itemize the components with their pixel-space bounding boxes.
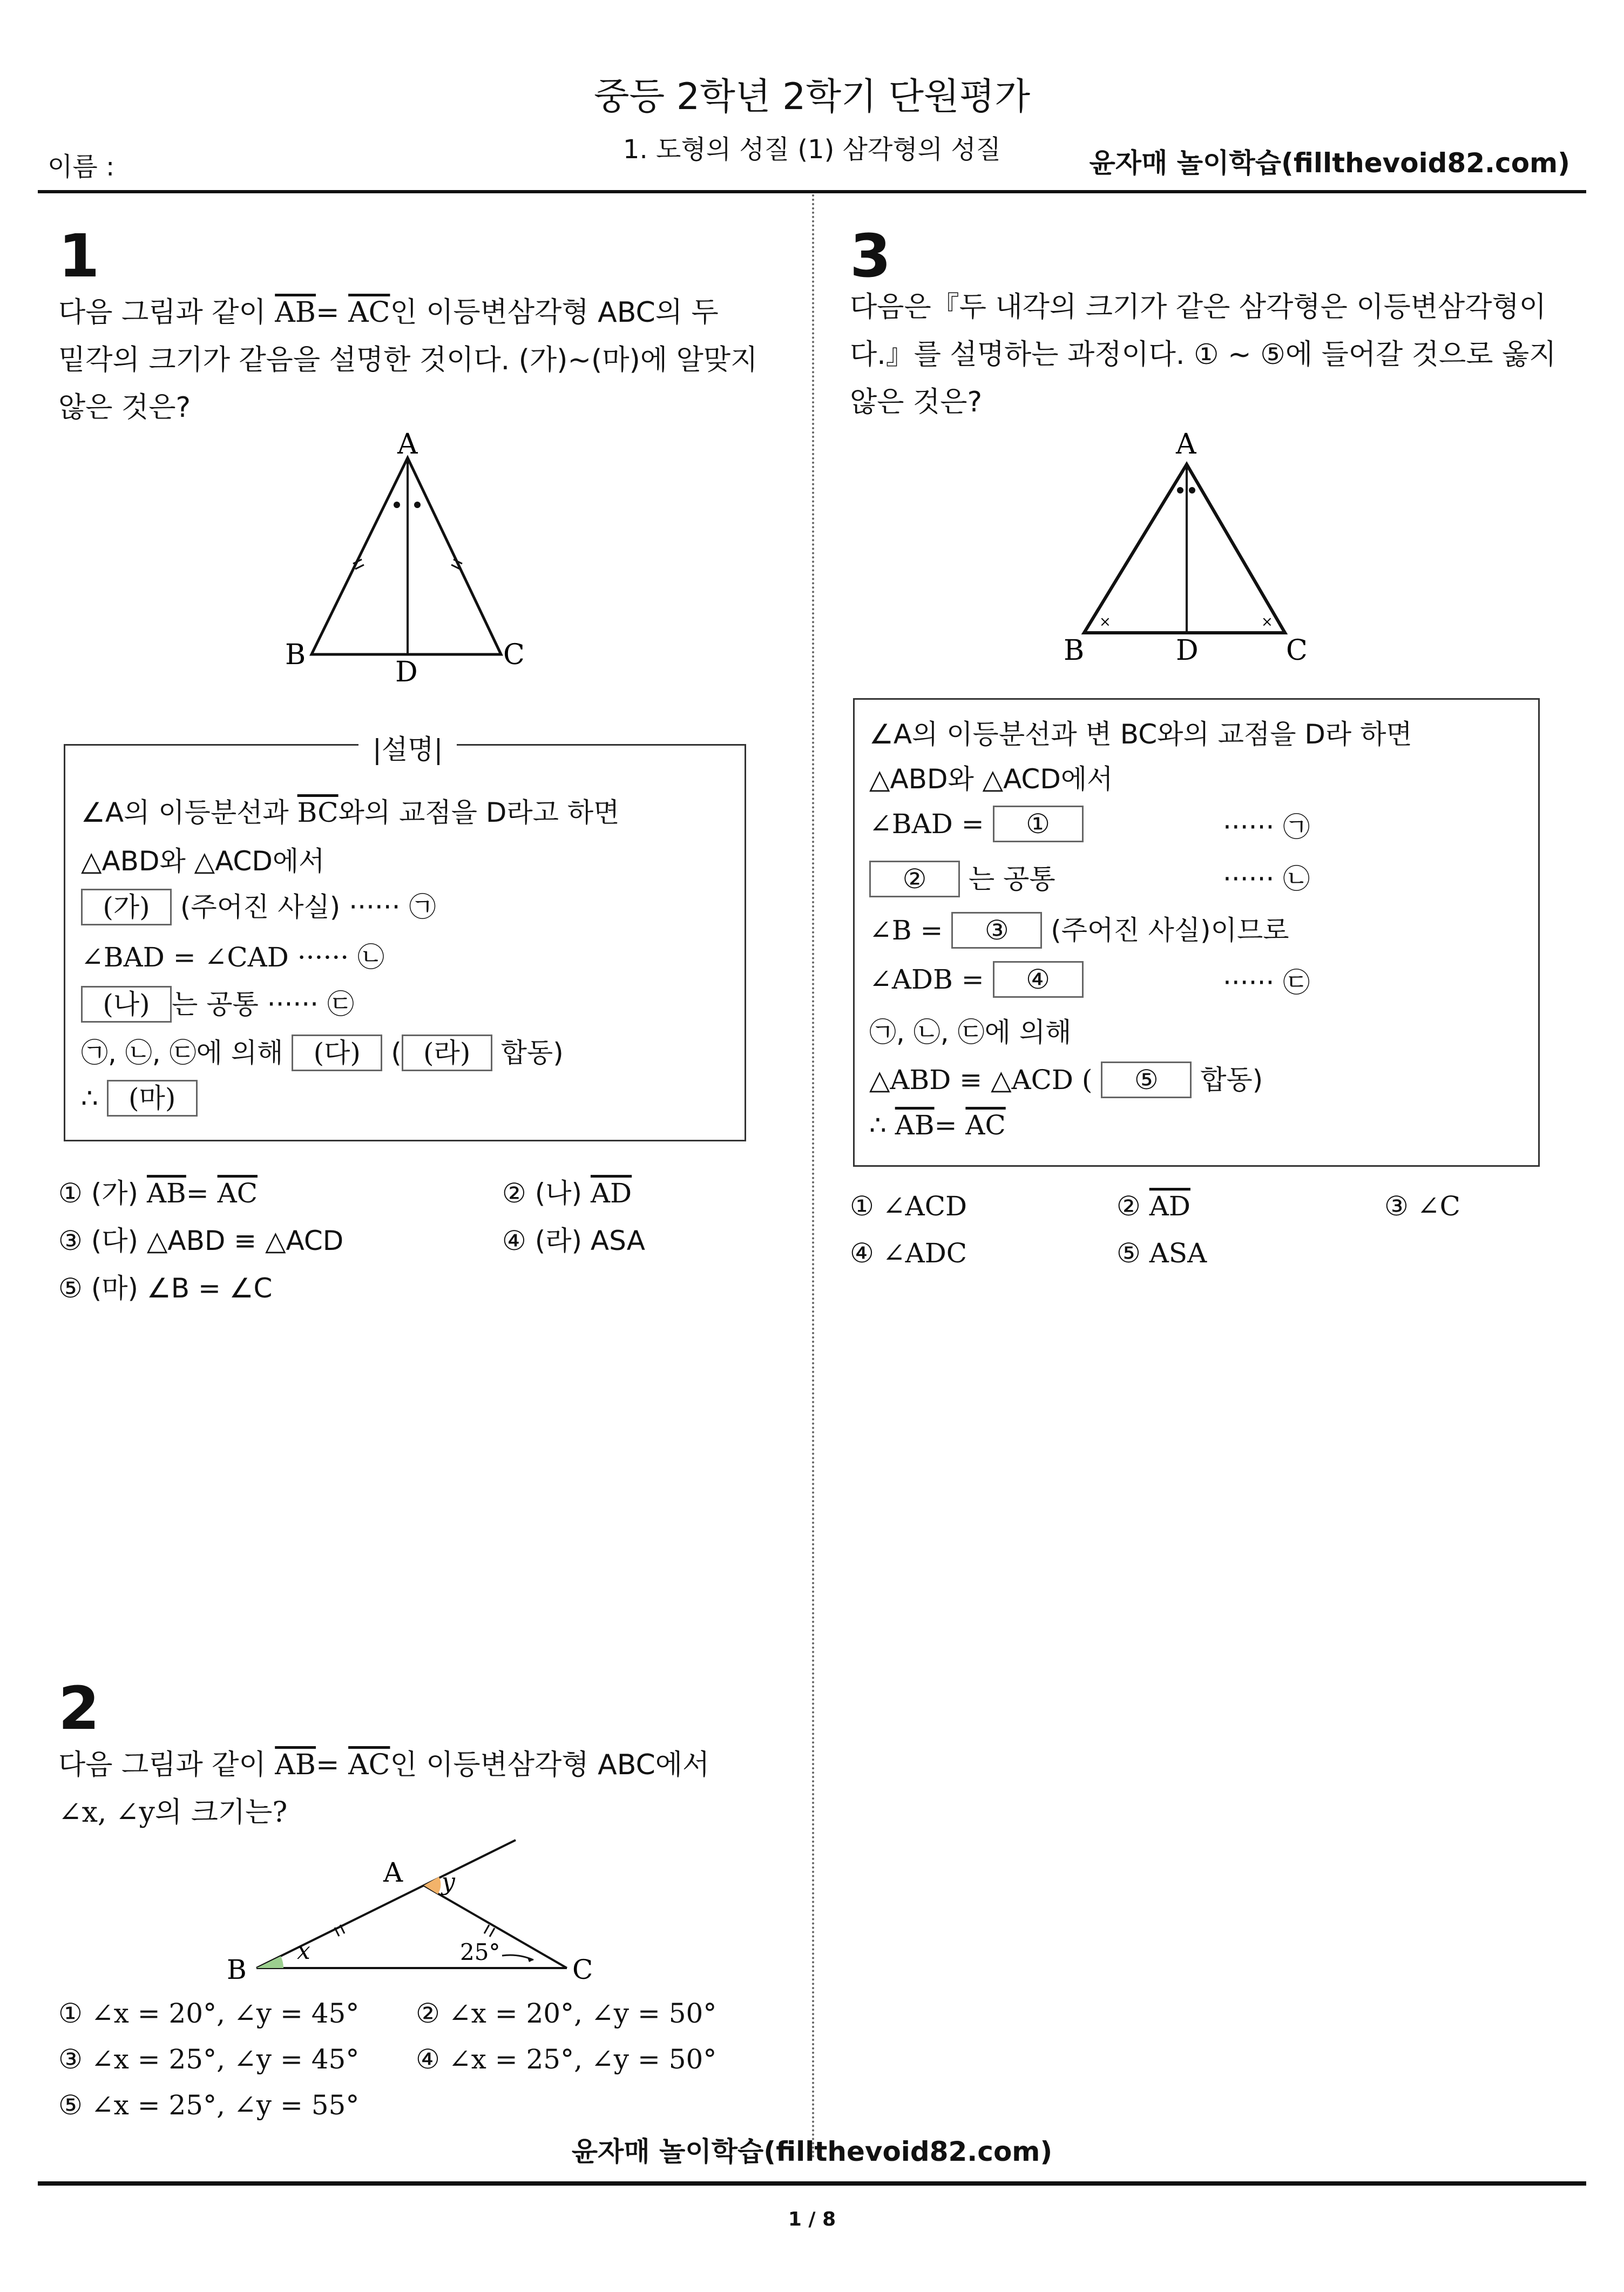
q2-choice-3[interactable]: ③ ∠x = 25°, ∠y = 45° bbox=[58, 2044, 360, 2075]
q2-label-a: A bbox=[383, 1857, 403, 1888]
q1-label-d: D bbox=[395, 656, 418, 686]
brand-footer: 윤자매 놀이학습(fillthevoid82.com) bbox=[571, 2136, 1053, 2167]
q3-choice-5[interactable]: ⑤ ASA bbox=[1116, 1238, 1207, 1269]
q3-box-line6: ∠ADB = ④ bbox=[869, 961, 1084, 998]
blank-na: (나) bbox=[81, 986, 172, 1023]
q1-tick-ab-2 bbox=[355, 565, 364, 569]
q2-question: 다음 그림과 같이 $\overline{AB}= \overline{AC}$인 이등변삼각형 ABC에서 ∠x, ∠y의 크기는? bbox=[58, 1749, 710, 1829]
q1-overline-ab: $\overline{AB}$ bbox=[275, 296, 316, 329]
q1-label-a: A bbox=[397, 432, 418, 461]
q3-angle-dot-left bbox=[1177, 487, 1183, 493]
q3-box-line3: ∠BAD = ① bbox=[869, 806, 1084, 842]
q2-choice-4[interactable]: ④ ∠x = 25°, ∠y = 50° bbox=[416, 2044, 717, 2075]
q1-box-line2: △ABD와 △ACD에서 bbox=[81, 846, 325, 877]
blank-4: ④ bbox=[993, 961, 1084, 998]
blank-1: ① bbox=[993, 806, 1084, 842]
q1-choice-2[interactable]: ② (나) $\overline{AD}$ bbox=[502, 1178, 632, 1209]
blank-ma: (마) bbox=[107, 1080, 198, 1117]
q1-label-b: B bbox=[285, 639, 306, 671]
column-divider bbox=[812, 194, 814, 2160]
q3-label-d: D bbox=[1176, 634, 1199, 667]
unit-subtitle: 1. 도형의 성질 (1) 삼각형의 성질 bbox=[622, 134, 1002, 165]
q2-label-y: y bbox=[442, 1868, 455, 1896]
page-title: 중등 2학년 2학기 단원평가 bbox=[593, 76, 1031, 118]
q1-box-legend: |설명| bbox=[358, 728, 457, 767]
page-number: 1 / 8 bbox=[788, 2208, 836, 2230]
q3-number: 3 bbox=[850, 221, 891, 290]
q3-choice-3[interactable]: ③ ∠C bbox=[1384, 1191, 1460, 1222]
q3-box-line2: △ABD와 △ACD에서 bbox=[869, 763, 1113, 795]
header-divider bbox=[38, 190, 1586, 193]
q1-choice-5[interactable]: ⑤ (마) ∠B = ∠C bbox=[58, 1273, 273, 1304]
q3-choice-4[interactable]: ④ ∠ADC bbox=[850, 1238, 967, 1269]
q2-label-25deg: 25° bbox=[460, 1939, 500, 1965]
q1-box-line7: ∴ (마) bbox=[81, 1080, 198, 1117]
q1-question: 다음 그림과 같이 $\overline{AB}= \overline{AC}$인 이등변삼각형 ABC의 두 밑각의 크기가 같음을 설명한 것이다. (가)~(마)에 알맞지 않은 것은? bbox=[58, 296, 758, 424]
blank-3: ③ bbox=[951, 912, 1042, 949]
q1-choice-3[interactable]: ③ (다) △ABD ≡ △ACD bbox=[58, 1225, 344, 1256]
q3-label-b: B bbox=[1064, 634, 1085, 667]
q3-box-line1: ∠A의 이등분선과 변 BC와의 교점을 D라 하면 bbox=[869, 719, 1412, 750]
footer-divider bbox=[38, 2181, 1586, 2186]
blank-5: ⑤ bbox=[1101, 1062, 1192, 1098]
q1-box-line6: ㉠, ㉡, ㉢에 의해 (다) ( (라) 합동) bbox=[81, 1031, 564, 1071]
q3-box-line7: ㉠, ㉡, ㉢에 의해 bbox=[869, 1017, 1072, 1048]
q1-box-line3: (가) (주어진 사실) ······ ㉠ bbox=[81, 885, 436, 925]
blank-ga: (가) bbox=[81, 889, 172, 925]
blank-ra: (라) bbox=[402, 1035, 492, 1071]
q2-choice-2[interactable]: ② ∠x = 20°, ∠y = 50° bbox=[416, 1998, 717, 2029]
q1-box-line5: (나) 는 공통 ······ ㉢ bbox=[81, 983, 354, 1023]
q1-triangle bbox=[312, 458, 501, 654]
q2-tick-ac-1 bbox=[484, 1925, 489, 1933]
q2-tick-ac-2 bbox=[490, 1928, 495, 1937]
q1-number: 1 bbox=[58, 221, 100, 290]
q1-box-line1: ∠A의 이등분선과 $\overline{BC}$와의 교점을 D라고 하면 bbox=[81, 797, 620, 828]
q3-box-line5: ∠B = ③ (주어진 사실)이므로 bbox=[869, 909, 1289, 949]
q3-choice-2[interactable]: ② $\overline{AD}$ bbox=[1116, 1191, 1190, 1222]
q2-angle-x-fill bbox=[256, 1956, 283, 1968]
blank-2: ② bbox=[869, 861, 960, 897]
q1-angle-dot-left bbox=[394, 502, 400, 508]
q2-choice-1[interactable]: ① ∠x = 20°, ∠y = 45° bbox=[58, 1998, 360, 2029]
q3-box-mark3: ······ ㉢ bbox=[1223, 967, 1310, 998]
q1-choice-4[interactable]: ④ (라) ASA bbox=[502, 1225, 645, 1256]
q2-choice-5[interactable]: ⑤ ∠x = 25°, ∠y = 55° bbox=[58, 2090, 360, 2121]
q3-angle-mark-b: × bbox=[1099, 614, 1111, 630]
q3-triangle-figure bbox=[1064, 427, 1323, 675]
q3-box-line9: ∴ $\overline{AB}= \overline{AC}$ bbox=[869, 1110, 1006, 1141]
q1-label-c: C bbox=[503, 639, 525, 671]
brand-header: 윤자매 놀이학습(fillthevoid82.com) bbox=[1089, 147, 1570, 179]
q2-label-b: B bbox=[227, 1954, 247, 1985]
q2-number: 2 bbox=[58, 1674, 100, 1743]
q3-label-c: C bbox=[1286, 634, 1308, 667]
q3-choice-1[interactable]: ① ∠ACD bbox=[850, 1191, 967, 1222]
q1-angle-dot-right bbox=[414, 502, 421, 508]
q3-angle-mark-c: × bbox=[1261, 614, 1273, 630]
q3-angle-dot-right bbox=[1189, 487, 1195, 493]
q3-label-a: A bbox=[1176, 428, 1196, 461]
q2-label-c: C bbox=[572, 1954, 593, 1985]
q3-triangle bbox=[1084, 464, 1285, 633]
q1-overline-ac: $\overline{AC}$ bbox=[348, 296, 390, 329]
q1-choice-1[interactable]: ① (가) $\overline{AB}= \overline{AC}$ bbox=[58, 1178, 258, 1209]
q3-box-line4: ② 는 공통 bbox=[869, 857, 1055, 897]
name-label: 이름 : bbox=[48, 152, 115, 182]
q2-label-x: x bbox=[297, 1937, 310, 1965]
q1-triangle-figure bbox=[281, 432, 540, 686]
q2-triangle-figure bbox=[216, 1830, 626, 1992]
q3-box-line8: △ABD ≡ △ACD ( ⑤ 합동) bbox=[869, 1058, 1263, 1098]
blank-da: (다) bbox=[292, 1035, 382, 1071]
q3-box-mark2: ······ ㉡ bbox=[1223, 863, 1310, 895]
q3-box-mark1: ······ ㉠ bbox=[1223, 812, 1310, 843]
q1-box-line4: ∠BAD = ∠CAD ······ ㉡ bbox=[81, 942, 385, 973]
q3-question: 다음은『두 내각의 크기가 같은 삼각형은 이등변삼각형이 다.』를 설명하는 과정이다. ① ~ ⑤에 들어갈 것으로 옳지 않은 것은? bbox=[850, 291, 1557, 418]
